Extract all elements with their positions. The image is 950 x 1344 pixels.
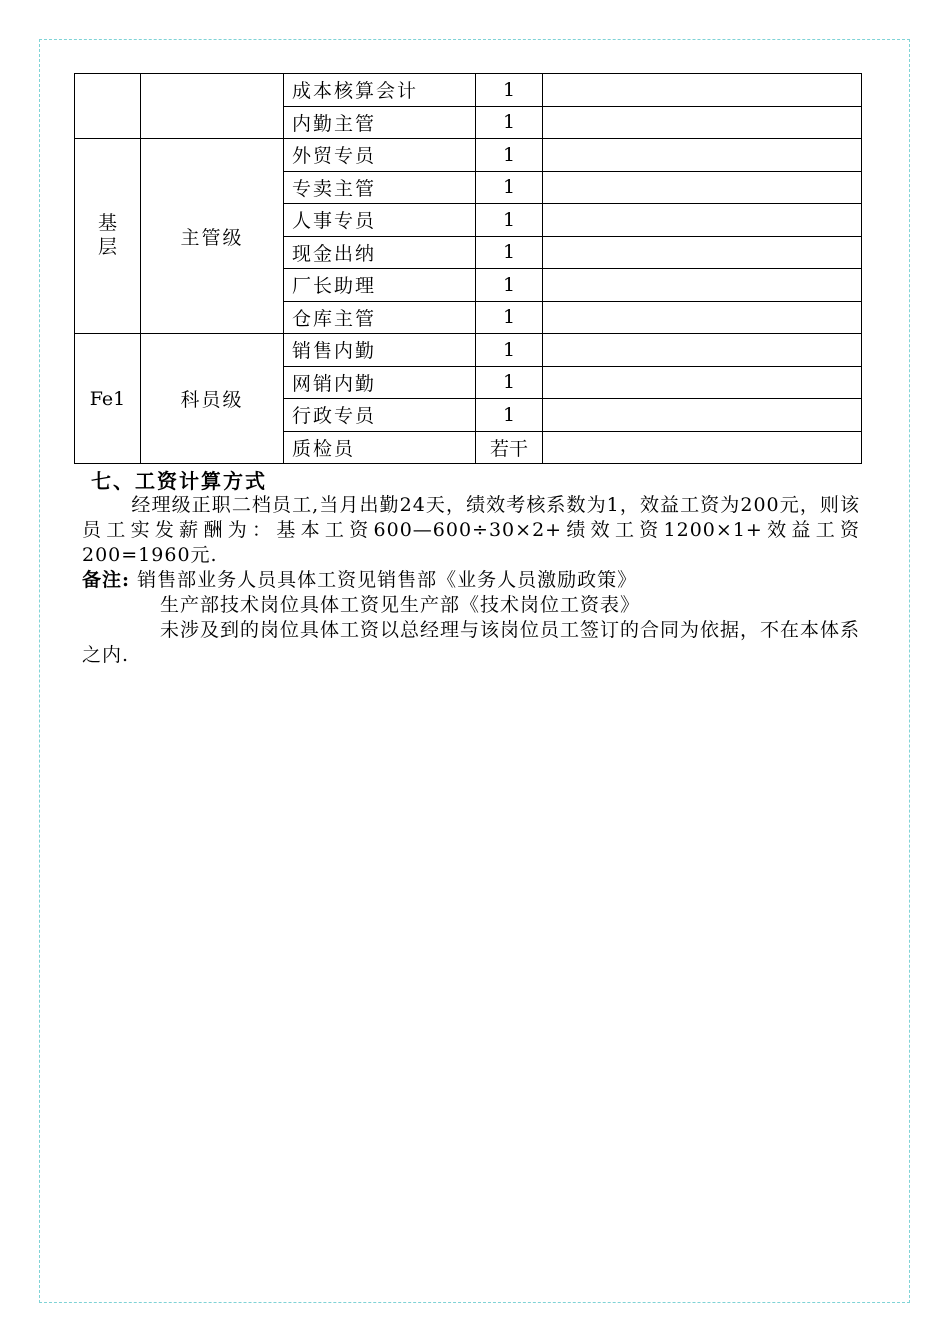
note-line-2: 生产部技术岗位具体工资见生产部《技术岗位工资表》 [160, 594, 641, 616]
position-cell: 现金出纳 [284, 236, 476, 269]
position-cell: 行政专员 [284, 399, 476, 432]
tier-cell: 基层 [75, 139, 141, 334]
count-cell: 1 [476, 236, 543, 269]
count-cell: 若干 [476, 431, 543, 464]
position-cell: 专卖主管 [284, 171, 476, 204]
note-line-1 [82, 568, 860, 593]
remark-cell [543, 301, 862, 334]
count-cell: 1 [476, 74, 543, 107]
level-cell-empty [141, 74, 284, 139]
table-row [75, 74, 862, 107]
count-cell: 1 [476, 171, 543, 204]
salary-example: 经理级正职二档员工,当月出勤24天，绩效考核系数为1，效益工资为200元，则该员工实发薪酬为：基本工资600—600÷30×2+绩效工资1200×1+效益工资200=1960元. [82, 494, 860, 566]
count-cell: 1 [476, 366, 543, 399]
count-cell: 1 [476, 106, 543, 139]
position-cell: 质检员 [284, 431, 476, 464]
remark-cell [543, 269, 862, 302]
note-line-3: 未涉及到的岗位具体工资以总经理与该岗位员工签订的合同为依据，不在本体系之内. [82, 619, 861, 666]
count-cell: 1 [476, 139, 543, 172]
level-cell: 科员级 [141, 334, 284, 464]
position-cell: 网销内勤 [284, 366, 476, 399]
position-cell: 仓库主管 [284, 301, 476, 334]
count-cell: 1 [476, 334, 543, 367]
table-row [75, 334, 862, 367]
tier-cell-empty [75, 74, 141, 139]
remark-cell [543, 399, 862, 432]
count-cell: 1 [476, 399, 543, 432]
remark-cell [543, 366, 862, 399]
position-cell: 厂长助理 [284, 269, 476, 302]
remark-cell [543, 106, 862, 139]
section-heading: 七、工资计算方式 [91, 469, 267, 493]
remark-cell [543, 334, 862, 367]
position-cell: 外贸专员 [284, 139, 476, 172]
note-label: 备注: [82, 569, 131, 591]
note-text-1: 销售部业务人员具体工资见销售部《业务人员激励政策》 [137, 569, 638, 591]
position-cell: 内勤主管 [284, 106, 476, 139]
remark-cell [543, 236, 862, 269]
remark-cell [543, 171, 862, 204]
position-cell: 销售内勤 [284, 334, 476, 367]
remark-cell [543, 204, 862, 237]
tier-cell: Fe1 [75, 334, 141, 464]
level-cell: 主管级 [141, 139, 284, 334]
count-cell: 1 [476, 204, 543, 237]
staff-table [74, 73, 862, 464]
table-row [75, 139, 862, 172]
count-cell: 1 [476, 269, 543, 302]
position-cell: 成本核算会计 [284, 74, 476, 107]
remark-cell [543, 74, 862, 107]
remark-cell [543, 139, 862, 172]
position-cell: 人事专员 [284, 204, 476, 237]
count-cell: 1 [476, 301, 543, 334]
remark-cell [543, 431, 862, 464]
